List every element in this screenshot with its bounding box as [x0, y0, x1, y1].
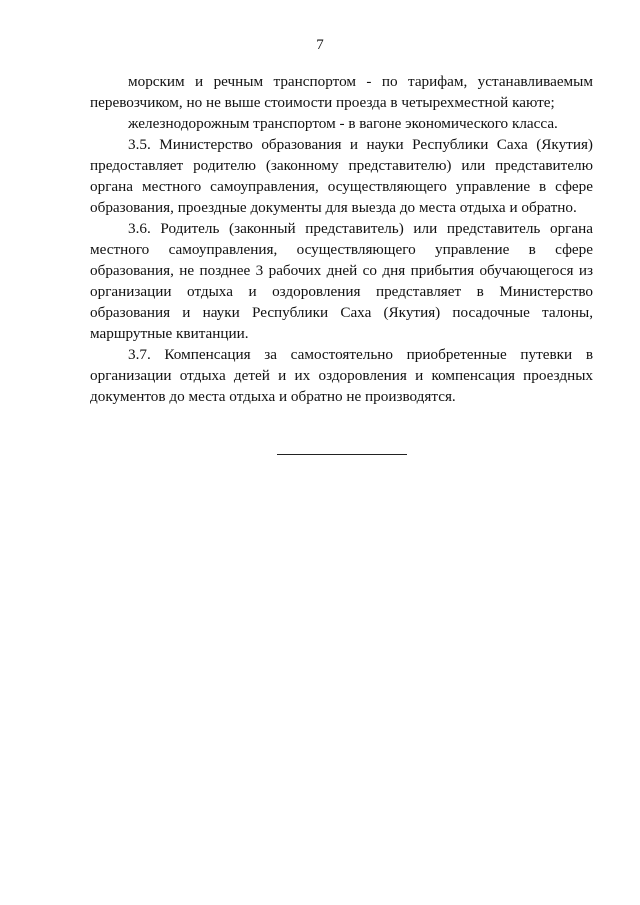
paragraph-3-7: 3.7. Компенсация за самостоятельно приобретенные путевки в организации отдыха детей и их оздоровления и компенсация проездных документов до места отдыха и обратно не производятся.: [90, 346, 593, 405]
end-separator-line: [277, 454, 407, 455]
paragraph-3-6: 3.6. Родитель (законный представитель) или представитель органа местного самоуправления, осуществляющего управление в сфере образования, не позднее 3 рабочих дней со дня прибытия обучающегося из организации отдыха и оздоровления представляет в Министерство образования и науки Республики Саха (Якутия) посадочные талоны, маршрутные квитанции.: [90, 220, 593, 342]
paragraph-sea-river-transport: морским и речным транспортом - по тарифам, устанавливаемым перевозчиком, но не выше стоимости проезда в четырехместной каюте;: [90, 73, 593, 111]
paragraph-rail-transport: железнодорожным транспортом - в вагоне экономического класса.: [128, 115, 558, 132]
document-body: [90, 71, 593, 407]
paragraph-3-5: 3.5. Министерство образования и науки Республики Саха (Якутия) предоставляет родителю (законному представителю) или представителю органа местного самоуправления, осуществляющего управление в сфере образования, проездные документы для выезда до места отдыха и обратно.: [90, 136, 593, 216]
page-number: 7: [316, 37, 324, 53]
